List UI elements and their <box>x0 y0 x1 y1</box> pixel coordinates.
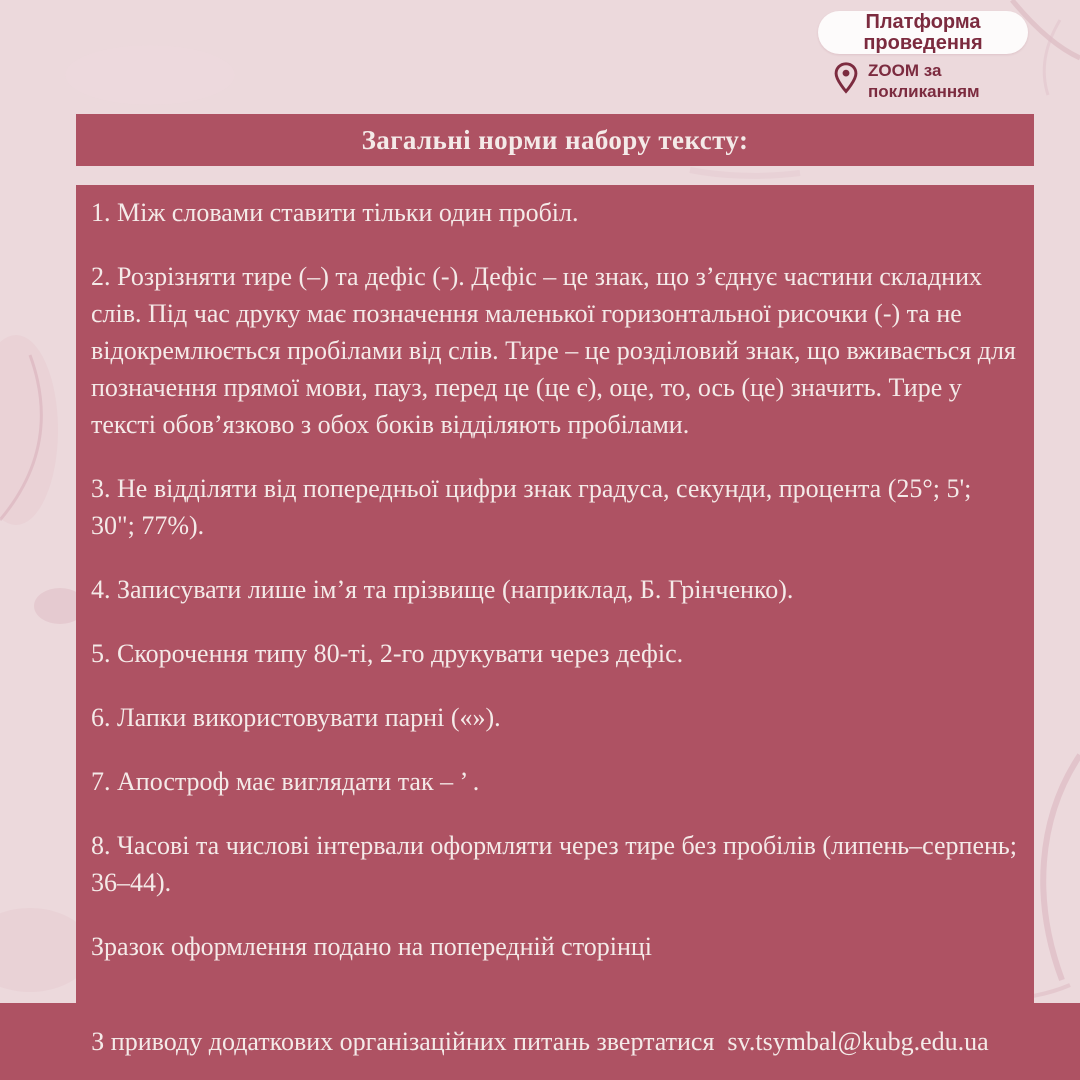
platform-location-line2: покликанням <box>868 82 980 101</box>
footer-bar <box>0 1003 1080 1080</box>
platform-badge <box>818 11 1028 54</box>
platform-location-note <box>833 60 980 102</box>
platform-location-line1: ZOOM за <box>868 61 942 80</box>
platform-badge-line1: Платформа <box>865 10 981 33</box>
page-title: Загальні норми набору тексту: <box>361 124 749 155</box>
platform-badge-line2: проведення <box>863 31 983 54</box>
footer-contact: З приводу додаткових організаційних питань звертатися sv.tsymbal@kubg.edu.ua <box>91 1026 989 1056</box>
rule-item-3: 3. Не відділяти від попередньої цифри знак градуса, секунди, процента (25°; 5'; 30"; 77%). <box>91 474 972 540</box>
platform-location-text <box>868 60 980 102</box>
title-bar <box>76 114 1034 166</box>
rules-panel <box>76 185 1034 1005</box>
sample-note: Зразок оформлення подано на попередній сторінці <box>91 932 653 961</box>
rule-item-1: 1. Між словами ставити тільки один пробіл. <box>91 198 579 227</box>
location-pin-icon <box>833 61 859 100</box>
rule-item-6: 6. Лапки використовувати парні («»). <box>91 703 501 732</box>
rule-item-8: 8. Часові та числові інтервали оформляти через тире без пробілів (липень–серпень; 36–44). <box>91 831 1017 897</box>
rule-item-7: 7. Апостроф має виглядати так – ’ . <box>91 767 480 796</box>
rule-item-5: 5. Скорочення типу 80-ті, 2-го друкувати через дефіс. <box>91 639 684 668</box>
rule-item-4: 4. Записувати лише ім’я та прізвище (наприклад, Б. Грінченко). <box>91 575 794 604</box>
rule-item-2: 2. Розрізняти тире (–) та дефіс (-). Дефіс – це знак, що з’єднує частини складних слів. Під час друку має позначення маленької горизонтальної рисочки (-) та не відокремлюється пробілами від слів. Тире – це розділовий знак, що вживається для позначення прямої мови, пауз, перед це (це є), оце, то, ось (це) значить. Тире у тексті обов’язково з обох боків відділяють пробілами. <box>91 262 1016 439</box>
